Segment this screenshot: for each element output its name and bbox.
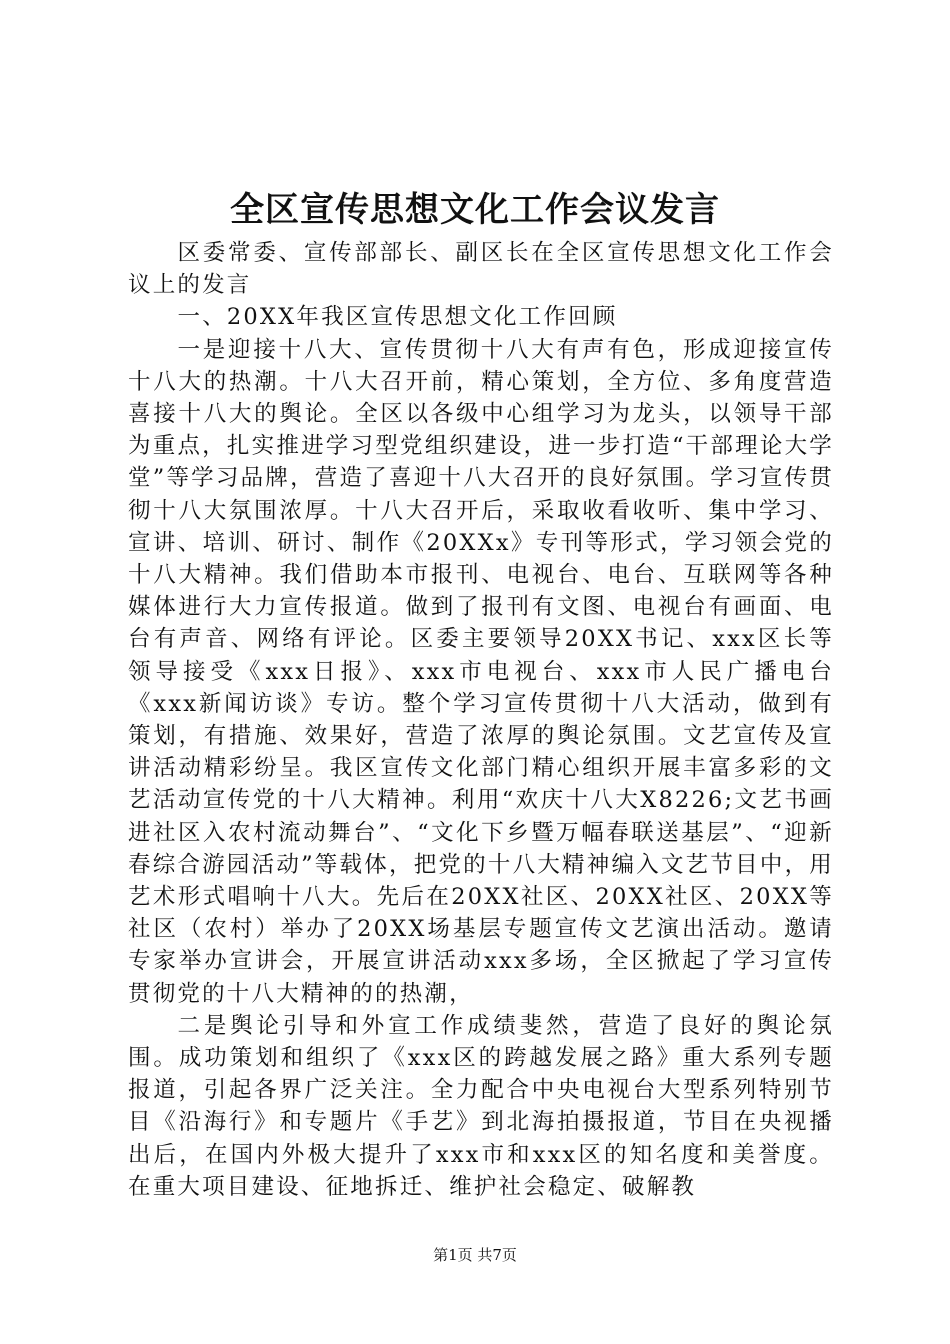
page-number-footer: 第1页 共7页: [433, 1246, 517, 1264]
paragraph-first-point: 一是迎接十八大、宣传贯彻十八大有声有色，形成迎接宣传十八大的热潮。十八大召开前，精心策划，全方位、多角度营造喜接十八大的舆论。全区以各级中心组学习为龙头，以领导干部为重点，扎实推进学习型党组织建设，进一步打造“干部理论大学堂”等学习品牌，营造了喜迎十八大召开的良好氛围。学习宣传贯彻十八大氛围浓厚。十八大召开后，采取收看收听、集中学习、宣讲、培训、研讨、制作《20XXx》专刊等形式，学习领会党的十八大精神。我们借助本市报刊、电视台、电台、互联网等各种媒体进行大力宣传报道。做到了报刊有文图、电视台有画面、电台有声音、网络有评论。区委主要领导20XX书记、xxx区长等领导接受《xxx日报》、xxx市电视台、xxx市人民广播电台《xxx新闻访谈》专访。整个学习宣传贯彻十八大活动，做到有策划，有措施、效果好，营造了浓厚的舆论氛围。文艺宣传及宣讲活动精彩纷呈。我区宣传文化部门精心组织开展丰富多彩的文艺活动宣传党的十八大精神。利用“欢庆十八大X8226;文艺书画进社区入农村流动舞台”、“文化下乡暨万幅春联送基层”、“迎新春综合游园活动”等载体，把党的十八大精神编入文艺节目中，用艺术形式唱响十八大。先后在20XX社区、20XX社区、20XX等社区（农村）举办了20XX场基层专题宣传文艺演出活动。邀请专家举办宣讲会，开展宣讲活动xxx多场，全区掀起了学习宣传贯彻党的十八大精神的的热潮，: [128, 336, 834, 1007]
paragraph-second-point: 二是舆论引导和外宣工作成绩斐然，营造了良好的舆论氛围。成功策划和组织了《xxx区的跨越发展之路》重大系列专题报道，引起各界广泛关注。全力配合中央电视台大型系列特别节目《沿海行》和专题片《手艺》到北海拍摄报道，节目在央视播出后，在国内外极大提升了xxx市和xxx区的知名度和美誉度。在重大项目建设、征地拆迁、维护社会稳定、破解教: [128, 1012, 834, 1200]
paragraph-section-heading: 一、20XX年我区宣传思想文化工作回顾: [177, 304, 618, 331]
paragraph-intro: 区委常委、宣传部部长、副区长在全区宣传思想文化工作会议上的发言: [128, 240, 834, 299]
document-body: [128, 237, 834, 1203]
document-title: 全区宣传思想文化工作会议发言: [230, 190, 720, 230]
